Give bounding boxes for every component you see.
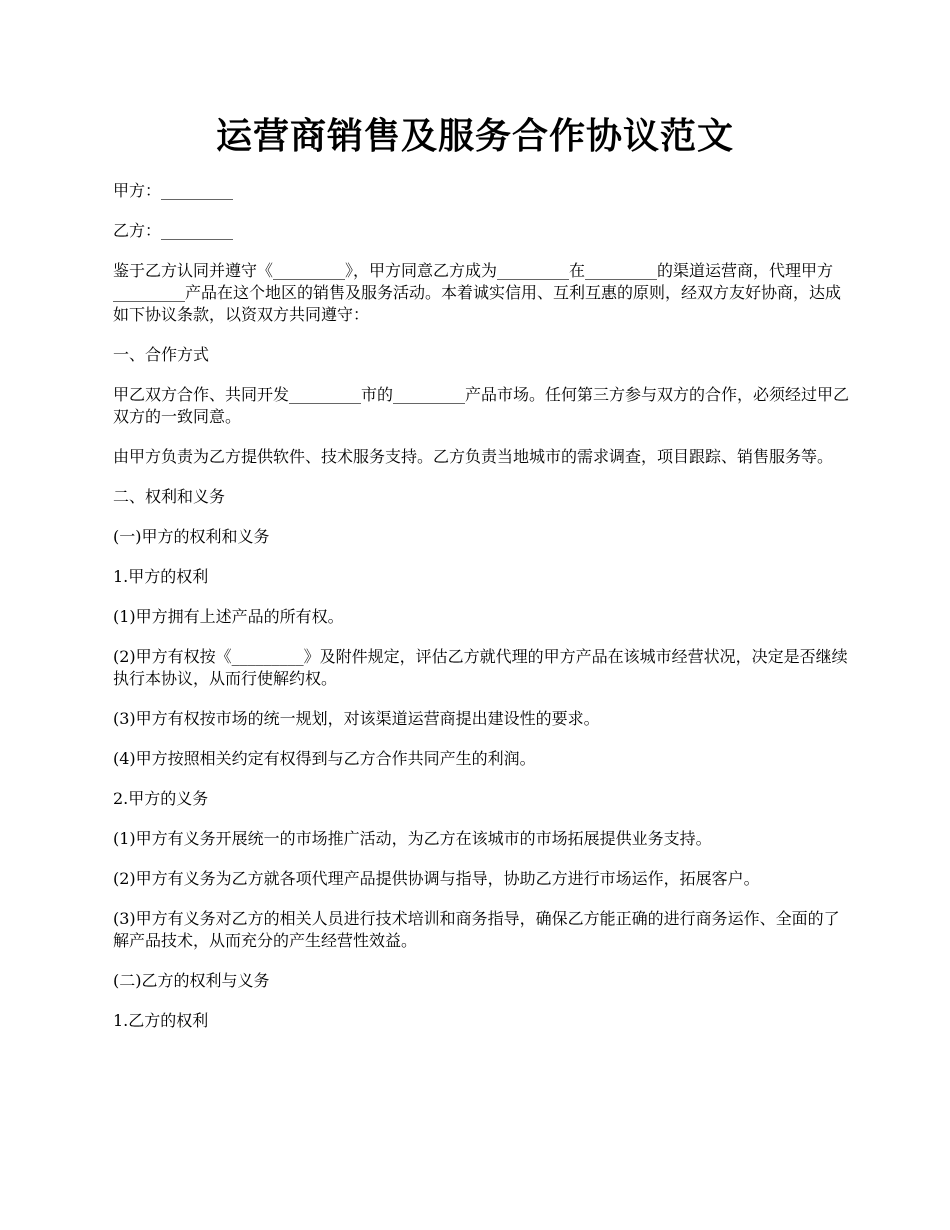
- party-a-right-1: (1)甲方拥有上述产品的所有权。: [113, 607, 344, 626]
- responsibility-paragraph: 由甲方负责为乙方提供软件、技术服务支持。乙方负责当地城市的需求调查，项目跟踪、销售服务等。: [113, 447, 834, 466]
- party-a-right-2: (2)甲方有权按《_________》及附件规定，评估乙方就代理的甲方产品在该城市经营状况，决定是否继续执行本协议，从而行使解约权。: [113, 647, 848, 688]
- party-a-line: 甲方：_________: [113, 181, 234, 200]
- subsection-heading-party-b: (二)乙方的权利与义务: [113, 971, 270, 990]
- party-a-duty-3: (3)甲方有义务对乙方的相关人员进行技术培训和商务指导，确保乙方能正确的进行商务运作、全面的了解产品技术，从而充分的产生经营性效益。: [113, 909, 840, 950]
- party-a-duty-1: (1)甲方有义务开展统一的市场推广活动，为乙方在该城市的市场拓展提供业务支持。: [113, 829, 712, 848]
- party-a-right-3: (3)甲方有权按市场的统一规划，对该渠道运营商提出建设性的要求。: [113, 709, 600, 728]
- cooperation-paragraph: 甲乙双方合作、共同开发_________市的_________产品市场。任何第三方参与双方的合作，必须经过甲乙双方的一致同意。: [113, 385, 850, 426]
- party-a-duty-2: (2)甲方有义务为乙方就各项代理产品提供协调与指导，协助乙方进行市场运作，拓展客户。: [113, 869, 760, 888]
- document-body: [113, 180, 851, 1050]
- party-a-rights-heading: 1.甲方的权利: [113, 567, 209, 586]
- party-a-duties-heading: 2.甲方的义务: [113, 789, 209, 808]
- preamble-paragraph: 鉴于乙方认同并遵守《_________》，甲方同意乙方成为_________在_________的渠道运营商，代理甲方_________产品在这个地区的销售及服务活动。本着诚实信用、互利互惠的原则，经双方友好协商，达成如下协议条款，以资双方共同遵守：: [113, 261, 842, 324]
- section-heading-cooperation: 一、合作方式: [113, 345, 210, 364]
- document-title: 运营商销售及服务合作协议范文: [215, 115, 734, 157]
- party-a-right-4: (4)甲方按照相关约定有权得到与乙方合作共同产生的利润。: [113, 749, 536, 768]
- party-b-rights-heading: 1.乙方的权利: [113, 1011, 209, 1030]
- party-b-line: 乙方：_________: [113, 221, 234, 240]
- subsection-heading-party-a: (一)甲方的权利和义务: [113, 527, 270, 546]
- section-heading-rights: 二、权利和义务: [113, 487, 226, 506]
